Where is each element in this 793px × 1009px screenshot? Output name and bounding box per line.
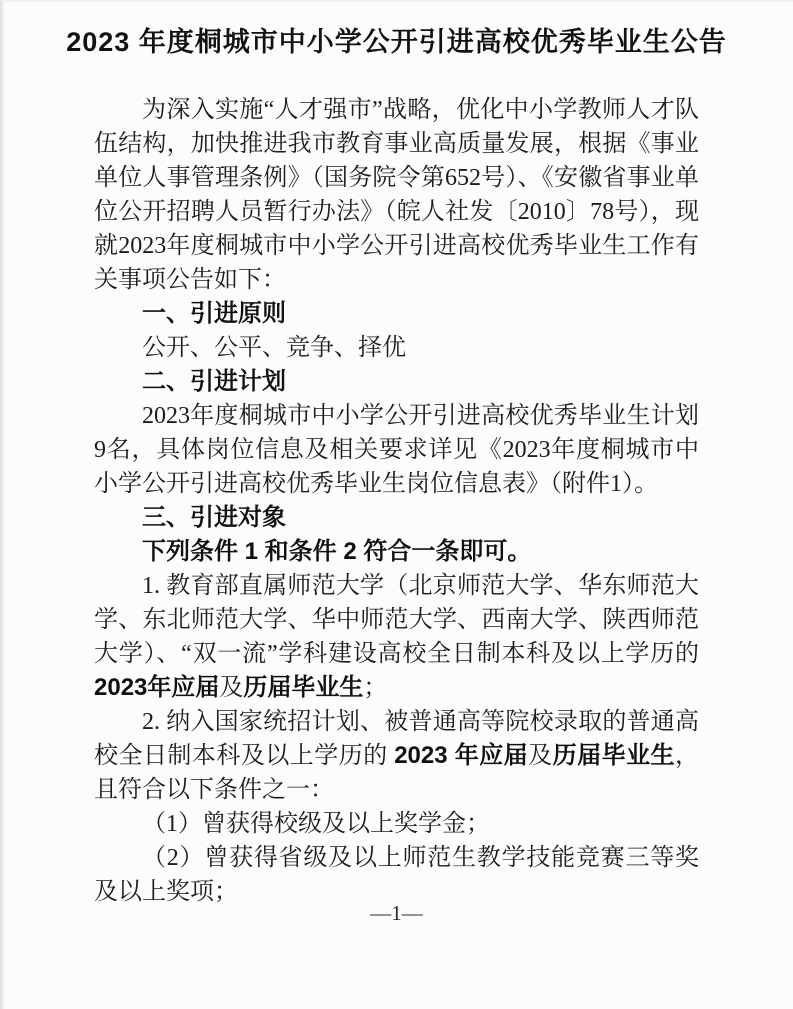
text-segment: 2023 年应届 — [394, 742, 529, 769]
text-segment: 及 — [528, 743, 553, 769]
text-segment: 下列条件 1 和条件 2 符合一条即可。 — [142, 538, 532, 565]
section-heading — [94, 535, 699, 569]
text-segment: 2. 纳入国家统招计划、被普通高等院校录取的普通高校全日制本科及以上学历的 — [94, 709, 699, 769]
page-number: —1— — [370, 901, 423, 925]
paragraph — [94, 807, 699, 841]
paragraph — [94, 569, 699, 705]
text-segment: 及 — [219, 675, 244, 701]
text-segment: 为深入实施“人才强市”战略，优化中小学教师人才队伍结构，加快推进我市教育事业高质量发展，根据《事业单位人事管理条例》（国务院令第652号）、《安徽省事业单位公开招聘人员暂行办法》（皖人社发〔2010〕78号），现就2023年度桐城市中小学公开引进高校优秀毕业生工作有关事项公告如下： — [94, 97, 699, 293]
document-body — [0, 93, 793, 909]
text-segment: （2）曾获得省级及以上师范生教学技能竞赛三等奖及以上奖项； — [94, 845, 699, 905]
text-segment: 三、引进对象 — [142, 504, 286, 531]
text-segment: 二、引进计划 — [142, 368, 286, 395]
paragraph — [94, 841, 699, 909]
section-heading — [94, 501, 699, 535]
text-segment: 历届毕业生 — [552, 742, 676, 769]
paragraph — [94, 93, 699, 297]
text-segment: 1. 教育部直属师范大学（北京师范大学、华东师范大学、东北师范大学、华中师范大学、西南大学、陕西师范大学）、“双一流”学科建设高校全日制本科及以上学历的 — [94, 573, 699, 667]
section-heading — [94, 365, 699, 399]
text-segment: 一、引进原则 — [142, 300, 286, 327]
paragraph — [94, 399, 699, 501]
document-title: 2023 年度桐城市中小学公开引进高校优秀毕业生公告 — [66, 27, 727, 57]
paragraph — [94, 331, 699, 365]
text-segment: 2023年度桐城市中小学公开引进高校优秀毕业生计划9名，具体岗位信息及相关要求详见《2023年度桐城市中小学公开引进高校优秀毕业生岗位信息表》（附件1）。 — [94, 403, 699, 497]
text-segment: 公开、公平、竞争、择优 — [142, 335, 406, 361]
paragraph — [94, 705, 699, 807]
text-segment: ，且符合以下条件之一： — [94, 743, 700, 803]
section-heading — [94, 297, 699, 331]
text-segment: 2023年应届 — [94, 674, 220, 701]
text-segment: 历届毕业生 — [243, 674, 364, 701]
text-segment: （1）曾获得校级及以上奖学金； — [142, 811, 490, 837]
text-segment: ； — [363, 675, 388, 701]
